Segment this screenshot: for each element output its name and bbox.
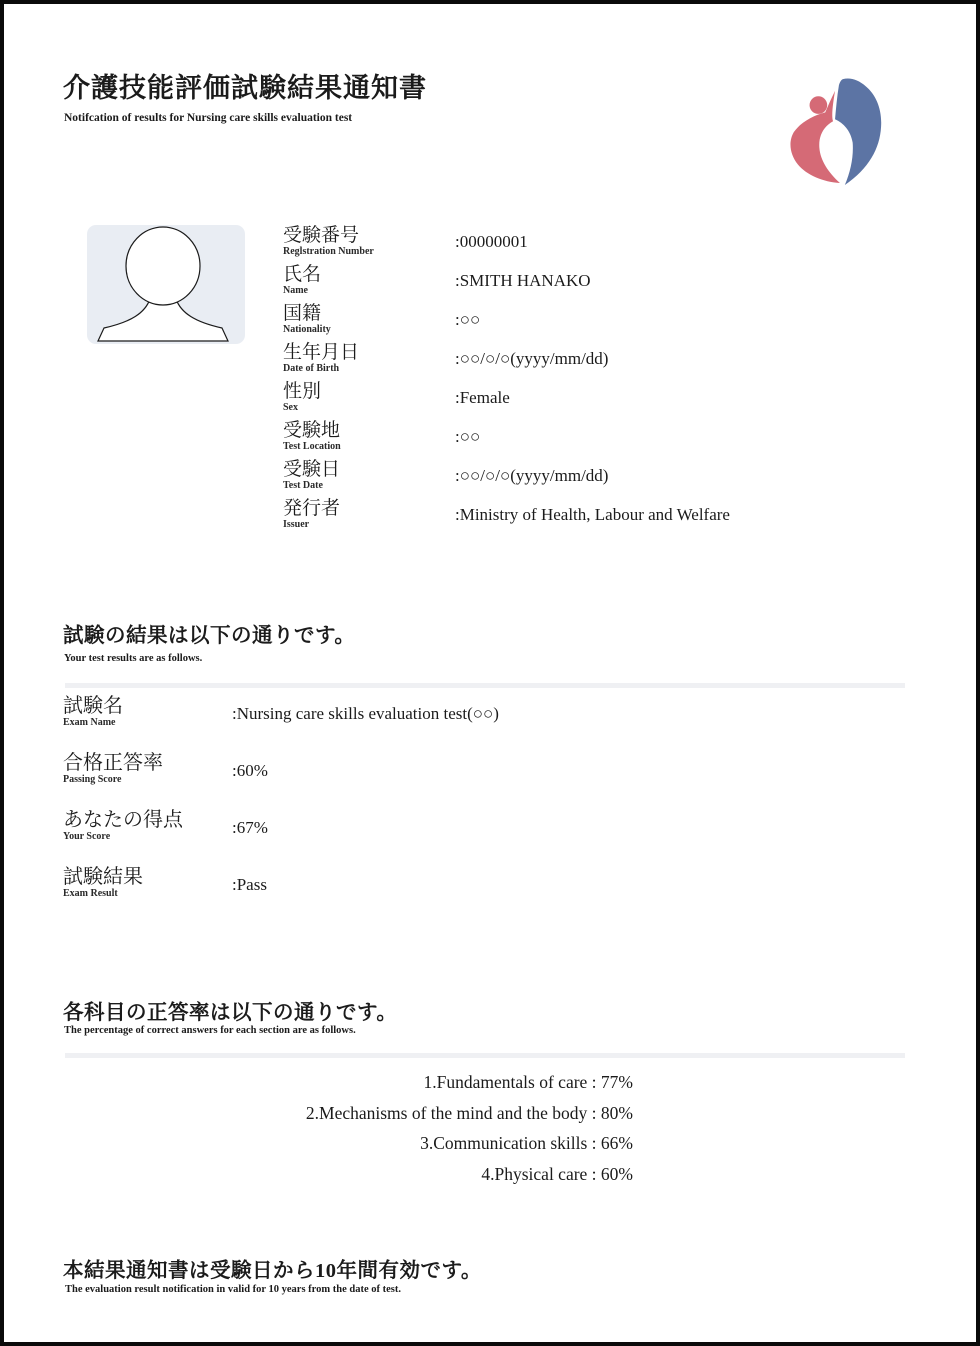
field-label-ja: 生年月日 bbox=[283, 342, 360, 363]
sections-heading-en: The percentage of correct answers for each section are as follows. bbox=[64, 1025, 356, 1036]
field-label-en: Sex bbox=[283, 402, 298, 413]
field-nationality bbox=[283, 303, 923, 342]
photo-placeholder bbox=[87, 225, 245, 344]
result-value: :60% bbox=[232, 761, 268, 780]
results-heading-en: Your test results are as follows. bbox=[64, 653, 203, 664]
field-label-ja: 国籍 bbox=[283, 303, 322, 324]
score-item-fundamentals: 1.Fundamentals of care : 77% bbox=[423, 1072, 633, 1092]
score-item-physical-care: 4.Physical care : 60% bbox=[481, 1163, 633, 1184]
field-label-ja: 発行者 bbox=[283, 498, 341, 519]
field-test-date bbox=[283, 459, 923, 498]
result-value: :Nursing care skills evaluation test(○○) bbox=[232, 704, 499, 723]
profile-fields bbox=[283, 225, 923, 537]
field-label-ja: 受験日 bbox=[283, 459, 341, 480]
field-value: :○○ bbox=[455, 310, 481, 329]
divider bbox=[65, 1053, 905, 1058]
divider bbox=[65, 683, 905, 688]
field-registration-number bbox=[283, 225, 923, 264]
field-label-ja: 受験地 bbox=[283, 420, 341, 441]
document-title-en: Notifcation of results for Nursing care skills evaluation test bbox=[64, 112, 353, 124]
validity-note-ja: 本結果通知書は受験日から10年間有効です。 bbox=[63, 1260, 482, 1282]
result-label-ja: 合格正答率 bbox=[63, 752, 163, 774]
field-name bbox=[283, 264, 923, 303]
field-label-ja: 受験番号 bbox=[283, 225, 360, 246]
field-value: :00000001 bbox=[455, 232, 528, 251]
field-label-en: Test Location bbox=[283, 441, 341, 452]
result-value: :67% bbox=[232, 818, 268, 837]
result-label-en: Your Score bbox=[63, 831, 111, 842]
result-label-en: Exam Result bbox=[63, 888, 118, 899]
field-label-ja: 氏名 bbox=[283, 264, 322, 285]
field-label-en: Name bbox=[283, 285, 308, 296]
field-date-of-birth bbox=[283, 342, 923, 381]
field-value: :○○/○/○(yyyy/mm/dd) bbox=[455, 349, 609, 368]
logo-blue-head bbox=[840, 92, 860, 112]
result-label-ja: 試験結果 bbox=[63, 866, 143, 888]
field-label-en: Reglstration Number bbox=[283, 246, 374, 257]
field-value: :○○ bbox=[455, 427, 481, 446]
sections-heading-ja: 各科目の正答率は以下の通りです。 bbox=[63, 1002, 398, 1024]
field-label-ja: 性別 bbox=[283, 381, 322, 402]
field-label-en: Date of Birth bbox=[283, 363, 340, 374]
field-label-en: Nationality bbox=[283, 324, 331, 335]
result-exam-result bbox=[63, 866, 763, 923]
field-sex bbox=[283, 381, 923, 420]
result-exam-name bbox=[63, 695, 763, 752]
result-value: :Pass bbox=[232, 875, 267, 894]
score-item-communication: 3.Communication skills : 66% bbox=[420, 1133, 633, 1153]
field-value: :SMITH HANAKO bbox=[455, 271, 591, 290]
results-heading-ja: 試験の結果は以下の通りです。 bbox=[63, 625, 356, 647]
field-value: :Female bbox=[455, 388, 510, 407]
document-title-ja: 介護技能評価試験結果通知書 bbox=[63, 73, 427, 103]
field-value: :○○/○/○(yyyy/mm/dd) bbox=[455, 466, 609, 485]
result-label-en: Exam Name bbox=[63, 717, 116, 728]
logo-blue-figure bbox=[835, 79, 881, 185]
mhlw-heart-logo-icon bbox=[788, 77, 886, 190]
field-issuer bbox=[283, 498, 923, 537]
field-label-en: Issuer bbox=[283, 519, 310, 530]
person-silhouette-icon bbox=[87, 225, 245, 344]
result-label-en: Passing Score bbox=[63, 774, 122, 785]
field-label-en: Test Date bbox=[283, 480, 323, 491]
field-test-location bbox=[283, 420, 923, 459]
result-label-ja: 試験名 bbox=[63, 695, 123, 717]
section-score-list bbox=[63, 1067, 633, 1189]
result-passing-score bbox=[63, 752, 763, 809]
logo-pink-head bbox=[810, 96, 828, 114]
results-table bbox=[63, 695, 763, 923]
result-your-score bbox=[63, 809, 763, 866]
score-item-mechanisms: 2.Mechanisms of the mind and the body : 80% bbox=[305, 1102, 633, 1123]
validity-note-en: The evaluation result notification in valid for 10 years from the date of test. bbox=[65, 1284, 401, 1295]
result-label-ja: あなたの得点 bbox=[63, 809, 183, 831]
field-value: :Ministry of Health, Labour and Welfare bbox=[455, 505, 730, 524]
